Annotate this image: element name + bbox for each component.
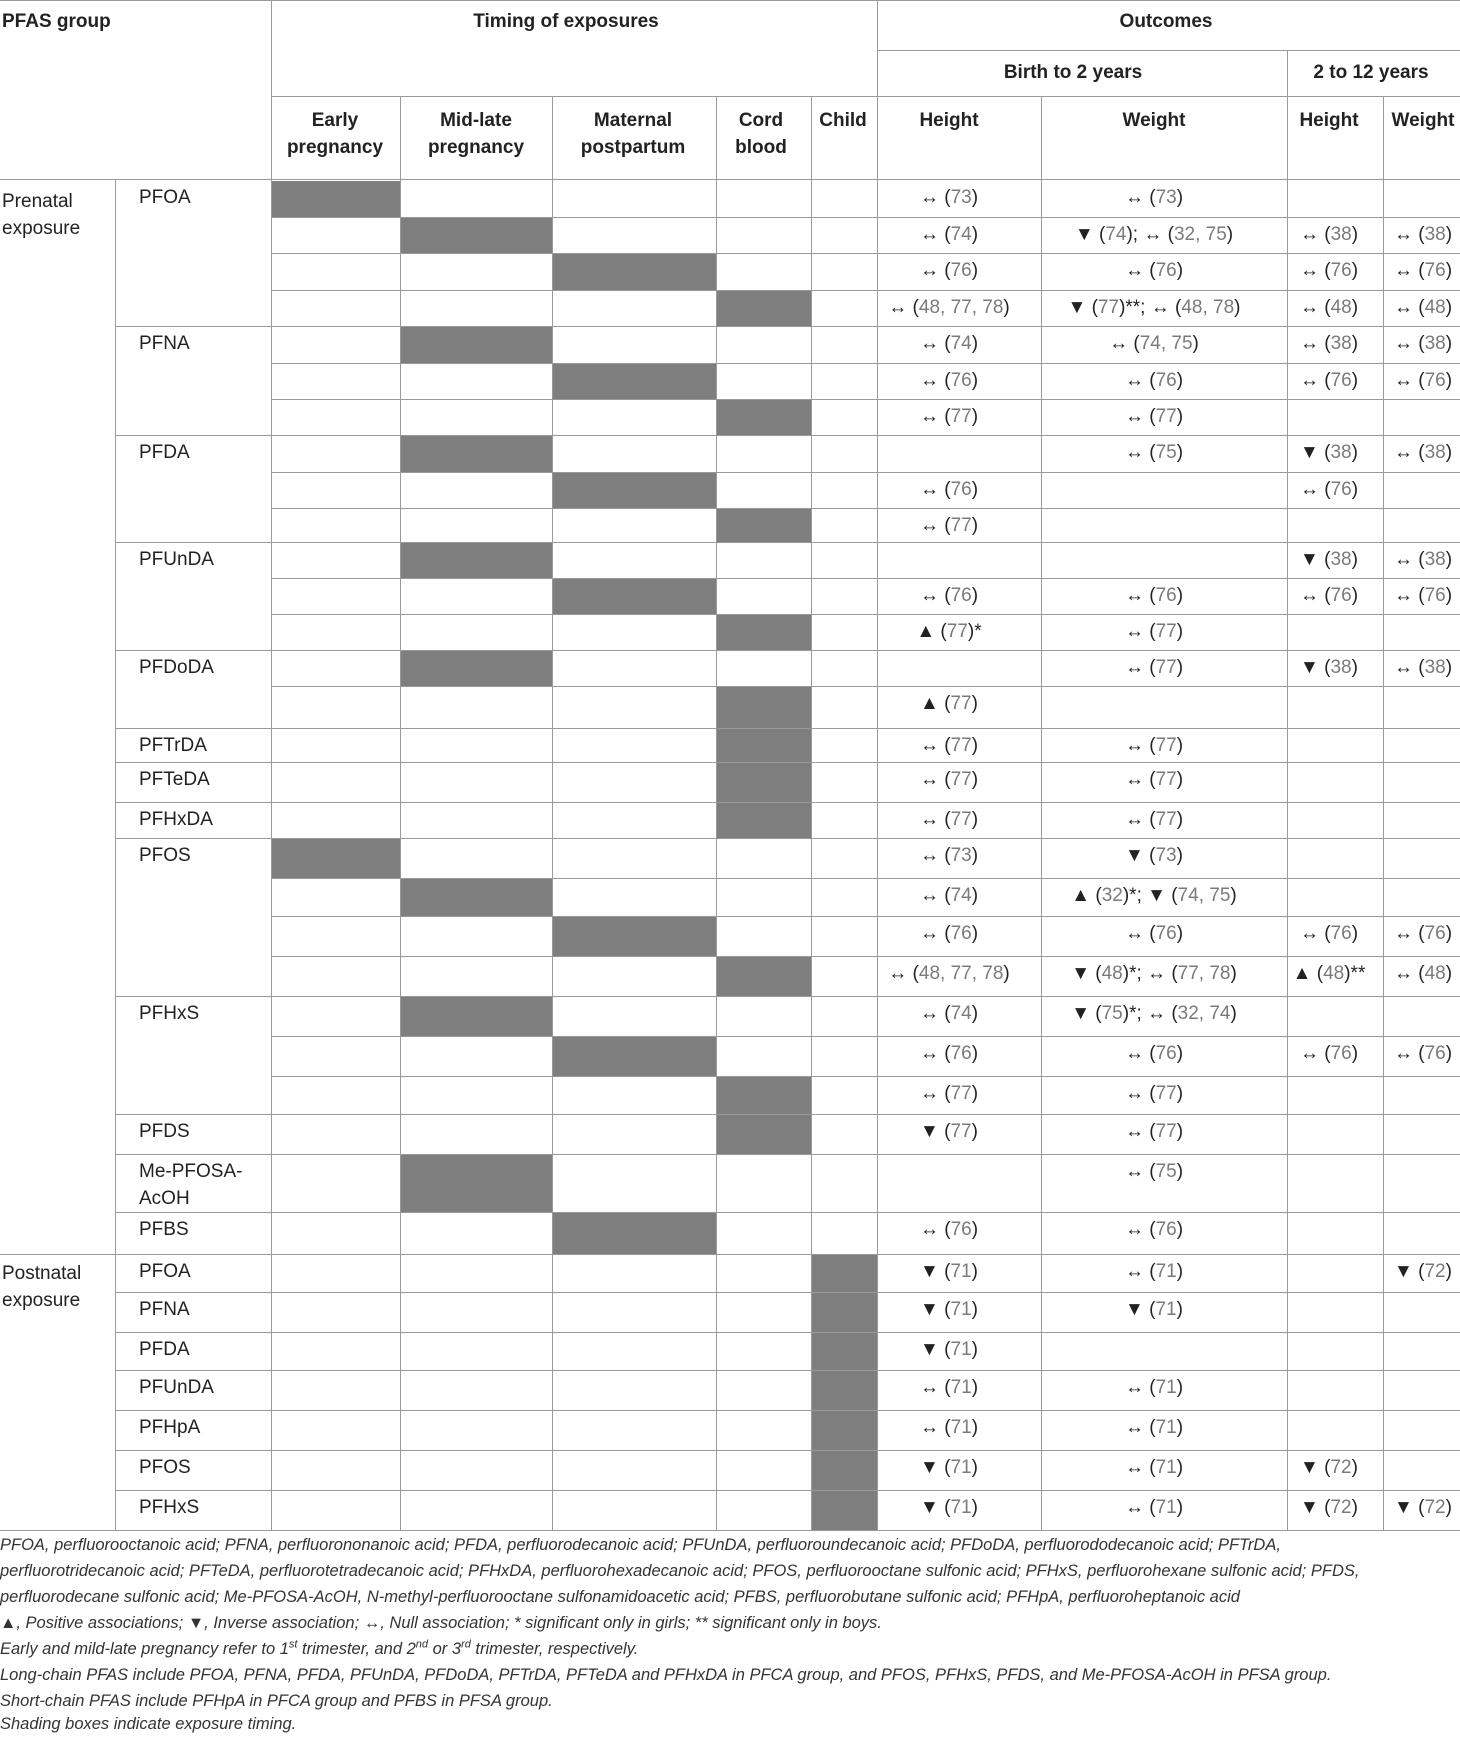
exposure-shading (717, 763, 811, 802)
outcome-cell: ↔ (38) (1393, 549, 1453, 570)
outcome-cell: ↔ (74) (919, 885, 979, 906)
outcome-cell: ↔ (38) (1393, 224, 1453, 245)
outcome-cell: ↔ (77) (919, 406, 979, 427)
exposure-shading (812, 1411, 877, 1450)
row-rule (115, 1332, 1460, 1333)
row-rule (115, 1212, 1460, 1213)
outcome-cell: ↔ (73) (919, 187, 979, 208)
header-rule (0, 0, 1460, 1)
row-rule (115, 1410, 1460, 1411)
outcome-cell: ↔ (71) (919, 1417, 979, 1438)
outcome-cell: ▲ (32)*; ▼ (74, 75) (1071, 885, 1237, 906)
outcome-cell: ↔ (76) (919, 1219, 979, 1240)
compound-label: PFDoDA (139, 657, 214, 678)
outcome-cell: ▼ (72) (1394, 1497, 1452, 1518)
exposure-shading (717, 400, 811, 435)
row-rule (115, 650, 1460, 651)
header-rule (271, 96, 1460, 97)
outcome-cell: ▲ (48)** (1292, 963, 1366, 984)
row-rule (115, 1370, 1460, 1371)
outcome-cell: ↔ (74) (919, 224, 979, 245)
column-rule (115, 180, 116, 1530)
outcome-cell: ↔ (77) (1124, 735, 1184, 756)
outcome-cell: ↔ (76) (1299, 370, 1359, 391)
exposure-shading (812, 1255, 877, 1292)
row-rule (271, 578, 1460, 579)
outcome-cell: ↔ (76) (1124, 260, 1184, 281)
column-rule (400, 180, 401, 1530)
header-divider (811, 96, 812, 180)
row-rule (115, 996, 1460, 997)
outcome-cell: ▼ (71) (1125, 1299, 1183, 1320)
outcome-cell: ↔ (76) (1393, 1043, 1453, 1064)
row-rule (115, 1490, 1460, 1491)
outcome-cell: ↔ (48) (1393, 963, 1453, 984)
outcome-cell: ▼ (73) (1125, 845, 1183, 866)
outcome-cell: ▼ (38) (1300, 442, 1358, 463)
outcome-cell: ↔ (76) (1393, 585, 1453, 606)
outcome-cell: ↔ (77) (1124, 657, 1184, 678)
outcome-cell: ↔ (48) (1299, 297, 1359, 318)
outcome-cell: ▼ (72) (1394, 1261, 1452, 1282)
exposure-shading (812, 1333, 877, 1370)
compound-label: PFOA (139, 187, 191, 208)
outcome-cell: ↔ (76) (1124, 1219, 1184, 1240)
outcome-cell: ↔ (73) (919, 845, 979, 866)
header-divider (552, 96, 553, 180)
row-rule (115, 1292, 1460, 1293)
outcome-cell: ↔ (71) (919, 1377, 979, 1398)
compound-label: PFTeDA (139, 769, 210, 790)
compound-label: PFNA (139, 333, 190, 354)
row-rule (271, 1036, 1460, 1037)
col-mid-late-pregnancy: Mid-late pregnancy (427, 110, 525, 158)
outcome-cell: ↔ (71) (1124, 1457, 1184, 1478)
outcome-cell: ↔ (77) (1124, 1121, 1184, 1142)
row-rule (271, 290, 1460, 291)
outcome-cell: ↔ (76) (1124, 585, 1184, 606)
outcome-cell: ↔ (38) (1393, 442, 1453, 463)
exposure-shading (553, 1037, 716, 1076)
row-rule (271, 1076, 1460, 1077)
row-rule (115, 1154, 1460, 1155)
outcome-cell: ↔ (77) (919, 769, 979, 790)
row-rule (271, 253, 1460, 254)
exposure-shading (401, 997, 552, 1036)
outcome-cell: ▼ (75)*; ↔ (32, 74) (1071, 1003, 1237, 1024)
outcome-cell: ↔ (77) (1124, 809, 1184, 830)
col-weight-birth-to-2: Weight (1122, 110, 1186, 131)
outcome-cell: ↔ (48, 77, 78) (888, 963, 1010, 984)
exposure-shading (401, 651, 552, 686)
outcome-cell: ↔ (76) (919, 260, 979, 281)
exposure-shading (717, 729, 811, 762)
outcome-cell: ↔ (48, 77, 78) (888, 297, 1010, 318)
outcome-cell: ▼ (48)*; ↔ (77, 78) (1071, 963, 1237, 984)
column-rule (1383, 180, 1384, 1530)
outcome-cell: ↔ (74) (919, 1003, 979, 1024)
outcome-cell: ↔ (76) (1393, 370, 1453, 391)
outcome-cell: ↔ (77) (1124, 621, 1184, 642)
exposure-shading (812, 1371, 877, 1410)
compound-label: PFOA (139, 1261, 191, 1282)
outcome-cell: ↔ (48) (1393, 297, 1453, 318)
row-rule (115, 542, 1460, 543)
outcome-cell: ↔ (71) (1124, 1377, 1184, 1398)
outcome-cell: ↔ (38) (1299, 333, 1359, 354)
exposure-shading (401, 543, 552, 578)
compound-label: PFTrDA (139, 735, 207, 756)
outcome-cell: ↔ (71) (1124, 1261, 1184, 1282)
outcome-cell: ▼ (71) (920, 1299, 978, 1320)
group-postnatal-label: Postnatal exposure (2, 1263, 82, 1311)
outcome-cell: ▼ (77) (920, 1121, 978, 1142)
outcome-cell: ▼ (71) (920, 1339, 978, 1360)
exposure-shading (553, 1213, 716, 1254)
compound-label: PFDA (139, 1339, 190, 1360)
outcome-cell: ↔ (38) (1393, 657, 1453, 678)
header-birth-to-2: Birth to 2 years (1003, 62, 1143, 83)
exposure-shading (717, 509, 811, 542)
exposure-shading (717, 1077, 811, 1114)
footnote-shading: Shading boxes indicate exposure timing. (0, 1715, 297, 1733)
row-rule (271, 614, 1460, 615)
outcome-cell: ↔ (77) (919, 735, 979, 756)
exposure-shading (553, 364, 716, 399)
row-rule (115, 1450, 1460, 1451)
exposure-shading (401, 879, 552, 916)
outcome-cell: ↔ (76) (919, 370, 979, 391)
compound-label: PFHxDA (139, 809, 213, 830)
header-bottom-rule (0, 179, 1460, 180)
outcome-cell: ▼ (77)**; ↔ (48, 78) (1067, 297, 1241, 318)
outcome-cell: ▲ (77)* (916, 621, 982, 642)
header-divider (271, 0, 272, 180)
exposure-shading (717, 615, 811, 650)
outcome-cell: ↔ (76) (1299, 585, 1359, 606)
exposure-shading (401, 327, 552, 363)
outcome-cell: ↔ (38) (1299, 224, 1359, 245)
exposure-shading (401, 436, 552, 472)
exposure-shading (272, 181, 400, 217)
exposure-shading (717, 1115, 811, 1154)
exposure-shading (717, 957, 811, 996)
row-rule (271, 686, 1460, 687)
column-rule (1041, 180, 1042, 1530)
table-bottom-rule (0, 1530, 1460, 1531)
outcome-cell: ↔ (76) (919, 923, 979, 944)
compound-label: PFDA (139, 442, 190, 463)
outcome-cell: ▼ (72) (1300, 1457, 1358, 1478)
column-rule (877, 180, 878, 1530)
outcome-cell: ↔ (76) (919, 585, 979, 606)
row-rule (271, 363, 1460, 364)
outcome-cell: ↔ (76) (1124, 370, 1184, 391)
outcome-cell: ▼ (71) (920, 1497, 978, 1518)
header-timing: Timing of exposures (473, 11, 659, 32)
row-rule (271, 399, 1460, 400)
exposure-shading (812, 1491, 877, 1530)
header-2-to-12: 2 to 12 years (1313, 62, 1429, 83)
compound-label: PFDS (139, 1121, 190, 1142)
outcome-cell: ↔ (76) (1299, 1043, 1359, 1064)
header-rule (877, 50, 1460, 51)
header-divider (1383, 96, 1384, 180)
compound-label: PFNA (139, 1299, 190, 1320)
header-divider (400, 96, 401, 180)
outcome-cell: ↔ (71) (1124, 1497, 1184, 1518)
outcome-cell: ↔ (74) (919, 333, 979, 354)
outcome-cell: ↔ (77) (1124, 1083, 1184, 1104)
header-pfas-group: PFAS group (2, 11, 111, 32)
header-divider (1041, 96, 1042, 180)
outcome-cell: ↔ (71) (1124, 1417, 1184, 1438)
exposure-shading (553, 473, 716, 508)
outcome-cell: ↔ (73) (1124, 187, 1184, 208)
outcome-cell: ▼ (72) (1300, 1497, 1358, 1518)
outcome-cell: ▼ (38) (1300, 549, 1358, 570)
footnote-timing: Early and mild-late pregnancy refer to 1st trimester, and 2nd or 3rd trimester, respectively. (0, 1638, 639, 1658)
row-rule (271, 472, 1460, 473)
compound-label: Me-PFOSA- AcOH (139, 1161, 243, 1209)
outcome-cell: ↔ (76) (919, 479, 979, 500)
compound-label: PFOS (139, 845, 191, 866)
group-prenatal-label: Prenatal exposure (2, 191, 81, 239)
compound-label: PFHpA (139, 1417, 201, 1438)
footnote-abbreviations-1: PFOA, perfluorooctanoic acid; PFNA, perfluorononanoic acid; PFDA, perfluorodecanoic acid; PFUnDA, perfluoroundecanoic acid; PFDoDA, perfluorododecanoic acid; PFTrDA, (0, 1536, 1281, 1554)
compound-label: PFBS (139, 1219, 189, 1240)
outcome-cell: ↔ (76) (1124, 1043, 1184, 1064)
column-rule (1287, 180, 1288, 1530)
exposure-shading (717, 803, 811, 838)
outcome-cell: ↔ (77) (919, 809, 979, 830)
outcome-cell: ↔ (75) (1124, 442, 1184, 463)
header-divider (1287, 50, 1288, 96)
exposure-shading (401, 1155, 552, 1212)
outcome-cell: ▼ (71) (920, 1457, 978, 1478)
footnote-long-chain: Long-chain PFAS include PFOA, PFNA, PFDA, PFUnDA, PFDoDA, PFTrDA, PFTeDA and PFHxDA in PFCA group, and PFOS, PFHxS, PFDS, and Me-PFOSA-AcOH in PFSA group. (0, 1666, 1332, 1684)
exposure-shading (812, 1451, 877, 1490)
outcome-cell: ↔ (76) (1299, 479, 1359, 500)
exposure-shading (553, 917, 716, 956)
exposure-shading (717, 291, 811, 326)
exposure-shading (553, 579, 716, 614)
footnote-abbreviations-3: perfluorodecane sulfonic acid; Me-PFOSA-AcOH, N-methyl-perfluorooctane sulfonamidoacetic acid; PFBS, perfluorobutane sulfonic acid; PFHpA, perfluoroheptanoic acid (0, 1588, 1240, 1606)
exposure-shading (553, 254, 716, 290)
compound-label: PFUnDA (139, 549, 214, 570)
header-divider (716, 96, 717, 180)
outcome-cell: ↔ (77) (1124, 769, 1184, 790)
footnote-short-chain: Short-chain PFAS include PFHpA in PFCA group and PFBS in PFSA group. (0, 1692, 553, 1710)
outcome-cell: ↔ (75) (1124, 1161, 1184, 1182)
outcome-cell: ↔ (74, 75) (1109, 333, 1199, 354)
col-height-birth-to-2: Height (919, 110, 979, 131)
header-divider (877, 0, 878, 180)
col-height-2-to-12: Height (1299, 110, 1359, 131)
compound-label: PFUnDA (139, 1377, 214, 1398)
outcome-cell: ▲ (77) (920, 693, 978, 714)
outcome-cell: ↔ (77) (1124, 406, 1184, 427)
row-rule (115, 326, 1460, 327)
col-early-pregnancy: Early pregnancy (286, 110, 384, 158)
outcome-cell: ↔ (38) (1393, 333, 1453, 354)
exposure-shading (401, 218, 552, 253)
row-rule (0, 1254, 1460, 1255)
outcome-cell: ↔ (76) (1299, 923, 1359, 944)
col-cord-blood: Cord blood (735, 110, 787, 158)
outcome-cell: ↔ (77) (919, 1083, 979, 1104)
outcome-cell: ↔ (76) (1393, 260, 1453, 281)
outcome-cell: ▼ (38) (1300, 657, 1358, 678)
col-weight-2-to-12: Weight (1391, 110, 1455, 131)
col-child: Child (819, 110, 867, 131)
column-rule (716, 180, 717, 1530)
header-outcomes: Outcomes (1119, 11, 1213, 32)
footnote-symbols: ▲, Positive associations; ▼, Inverse association; ↔, Null association; * significant only in girls; ** significant only in boys. (0, 1614, 882, 1632)
row-rule (115, 435, 1460, 436)
outcome-cell: ↔ (76) (1393, 923, 1453, 944)
compound-label: PFOS (139, 1457, 191, 1478)
outcome-cell: ↔ (76) (919, 1043, 979, 1064)
exposure-shading (272, 839, 400, 878)
header-divider (1287, 96, 1288, 180)
outcome-cell: ↔ (77) (919, 515, 979, 536)
compound-label: PFHxS (139, 1497, 200, 1518)
exposure-shading (812, 1293, 877, 1332)
exposure-shading (717, 687, 811, 728)
outcome-cell: ▼ (74); ↔ (32, 75) (1074, 224, 1234, 245)
outcome-cell: ↔ (76) (1124, 923, 1184, 944)
outcome-cell: ↔ (76) (1299, 260, 1359, 281)
outcome-cell: ▼ (71) (920, 1261, 978, 1282)
col-maternal-postpartum: Maternal postpartum (580, 110, 686, 158)
compound-label: PFHxS (139, 1003, 200, 1024)
row-rule (271, 508, 1460, 509)
row-rule (271, 956, 1460, 957)
footnote-abbreviations-2: perfluorotridecanoic acid; PFTeDA, perfluorotetradecanoic acid; PFHxDA, perfluorohexadecanoic acid; PFOS, perfluorooctane sulfonic acid; PFHxS, perfluorohexane sulfonic acid; PFDS, (0, 1562, 1360, 1580)
row-rule (271, 916, 1460, 917)
